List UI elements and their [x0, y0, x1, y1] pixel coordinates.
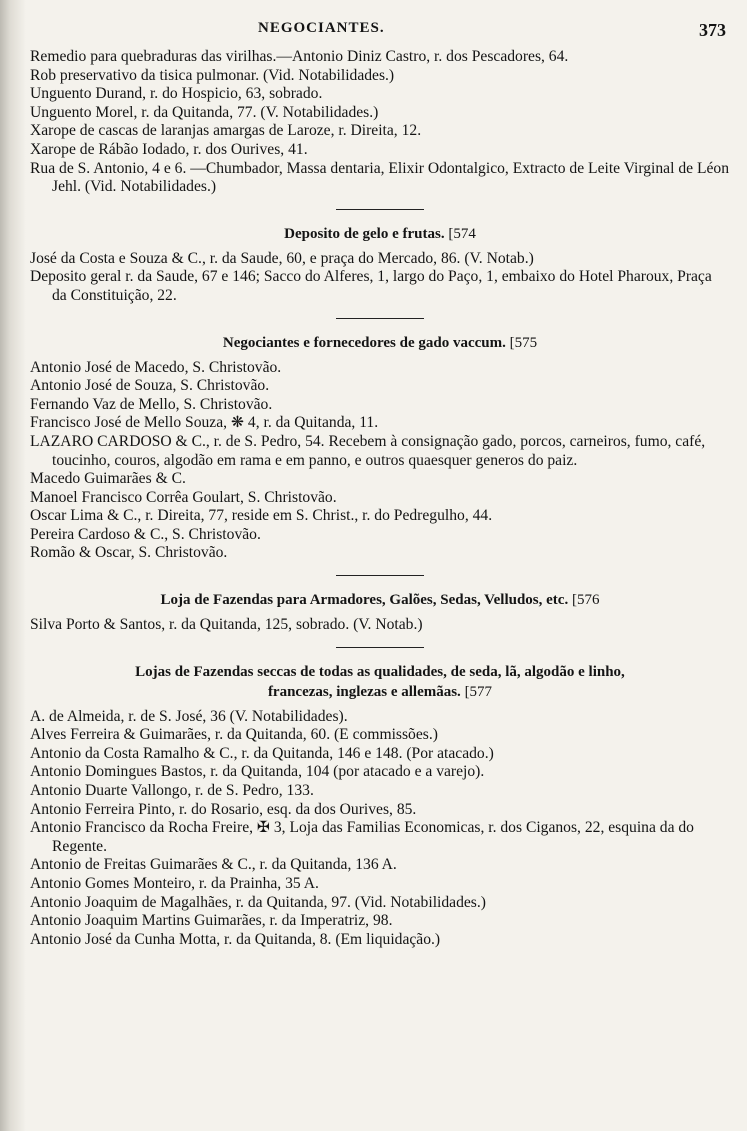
list-item: Antonio Francisco da Rocha Freire, ✠ 3, Loja das Familias Economicas, r. dos Ciganos, 22, esquina da do Regente. — [30, 819, 694, 855]
list-item: José da Costa e Souza & C., r. da Saude, 60, e praça do Mercado, 86. (V. Notab.) — [30, 249, 534, 267]
section-576 — [30, 590, 730, 635]
intro-entries — [30, 48, 730, 197]
list-item: Xarope de Rábão Iodado, r. dos Ourives, 41. — [30, 140, 308, 158]
directory-page — [30, 20, 730, 949]
list-item: Fernando Vaz de Mello, S. Christovão. — [30, 395, 273, 413]
section-divider — [336, 575, 424, 576]
list-item: A. de Almeida, r. de S. José, 36 (V. Notabilidades). — [30, 707, 348, 725]
list-item: Antonio Joaquim de Magalhães, r. da Quitanda, 97. (Vid. Notabilidades.) — [30, 893, 486, 911]
list-item: Xarope de cascas de laranjas amargas de Laroze, r. Direita, 12. — [30, 122, 422, 140]
list-item: Unguento Durand, r. do Hospicio, 63, sobrado. — [30, 85, 323, 103]
list-item: Antonio Duarte Vallongo, r. de S. Pedro, 133. — [30, 782, 314, 800]
page-number: 373 — [699, 20, 726, 40]
page-gutter-shadow — [0, 0, 26, 1131]
section-title — [30, 590, 730, 610]
list-item: Manoel Francisco Corrêa Goulart, S. Christovão. — [30, 488, 337, 506]
list-item: Macedo Guimarães & C. — [30, 470, 186, 488]
list-item: Antonio Joaquim Martins Guimarães, r. da Imperatriz, 98. — [30, 912, 393, 930]
section-number: [575 — [509, 334, 538, 351]
section-divider — [336, 209, 424, 210]
section-number: [577 — [464, 683, 493, 700]
list-item: Deposito geral r. da Saude, 67 e 146; Sacco do Alferes, 1, largo do Paço, 1, embaixo do Hotel Pharoux, Praça da Constituição, 22. — [30, 268, 712, 304]
list-item: Antonio Domingues Bastos, r. da Quitanda, 104 (por atacado e a varejo). — [30, 763, 485, 781]
section-title — [30, 333, 730, 353]
list-item: Pereira Cardoso & C., S. Christovão. — [30, 525, 261, 543]
list-item: Oscar Lima & C., r. Direita, 77, reside em S. Christ., r. do Pedregulho, 44. — [30, 507, 493, 525]
section-title-text-line2: francezas, inglezas e allemãas. — [267, 683, 461, 700]
list-item: Silva Porto & Santos, r. da Quitanda, 125, sobrado. (V. Notab.) — [30, 616, 423, 634]
running-head: NEGOCIANTES. — [258, 20, 385, 36]
section-574 — [30, 224, 730, 306]
section-title-text: Loja de Fazendas para Armadores, Galões, Sedas, Velludos, etc. — [160, 592, 569, 609]
list-item: LAZARO CARDOSO & C., r. de S. Pedro, 54. Recebem à consignação gado, porcos, carneiros, fumo, café, toucinho, couros, algodão em rama e em panno, e outros quaesquer generos do paiz. — [30, 432, 706, 469]
list-item: Antonio Gomes Monteiro, r. da Prainha, 35 A. — [30, 875, 319, 892]
list-item: Francisco José de Mello Souza, ❋ 4, r. da Quitanda, 11. — [30, 414, 379, 432]
list-item: Antonio de Freitas Guimarães & C., r. da Quitanda, 136 A. — [30, 856, 397, 874]
section-577 — [30, 662, 730, 950]
list-item: Remedio para quebraduras das virilhas.—Antonio Diniz Castro, r. dos Pescadores, 64. — [30, 48, 569, 65]
list-item: Romão & Oscar, S. Christovão. — [30, 544, 228, 562]
list-item: Alves Ferreira & Guimarães, r. da Quitanda, 60. (E commissões.) — [30, 726, 438, 744]
section-number: [574 — [448, 225, 476, 242]
section-title-text: Negociantes e fornecedores de gado vaccum. — [222, 334, 506, 351]
section-title-text: Deposito de gelo e frutas. — [284, 225, 445, 242]
section-575 — [30, 333, 730, 564]
list-item: Rob preservativo da tisica pulmonar. (Vid. Notabilidades.) — [30, 66, 395, 84]
list-item: Antonio José de Souza, S. Christovão. — [30, 377, 270, 395]
section-title — [30, 224, 730, 244]
section-divider — [336, 647, 424, 648]
list-item: Rua de S. Antonio, 4 e 6. —Chumbador, Massa dentaria, Elixir Odontalgico, Extracto de Leite Virginal de Léon Jehl. (Vid. Notabilidades.) — [30, 159, 729, 196]
section-title — [30, 662, 730, 702]
list-item: Antonio Ferreira Pinto, r. do Rosario, esq. da dos Ourives, 85. — [30, 800, 417, 818]
list-item: Antonio da Costa Ramalho & C., r. da Quitanda, 146 e 148. (Por atacado.) — [30, 744, 494, 762]
page-header — [30, 20, 730, 42]
section-number: [576 — [571, 592, 600, 609]
section-divider — [336, 318, 424, 319]
section-title-text: Lojas de Fazendas seccas de todas as qualidades, de seda, lã, algodão e linho, — [135, 663, 625, 680]
list-item: Antonio José de Macedo, S. Christovão. — [30, 358, 282, 376]
list-item: Unguento Morel, r. da Quitanda, 77. (V. Notabilidades.) — [30, 103, 379, 121]
list-item: Antonio José da Cunha Motta, r. da Quitanda, 8. (Em liquidação.) — [30, 930, 441, 948]
